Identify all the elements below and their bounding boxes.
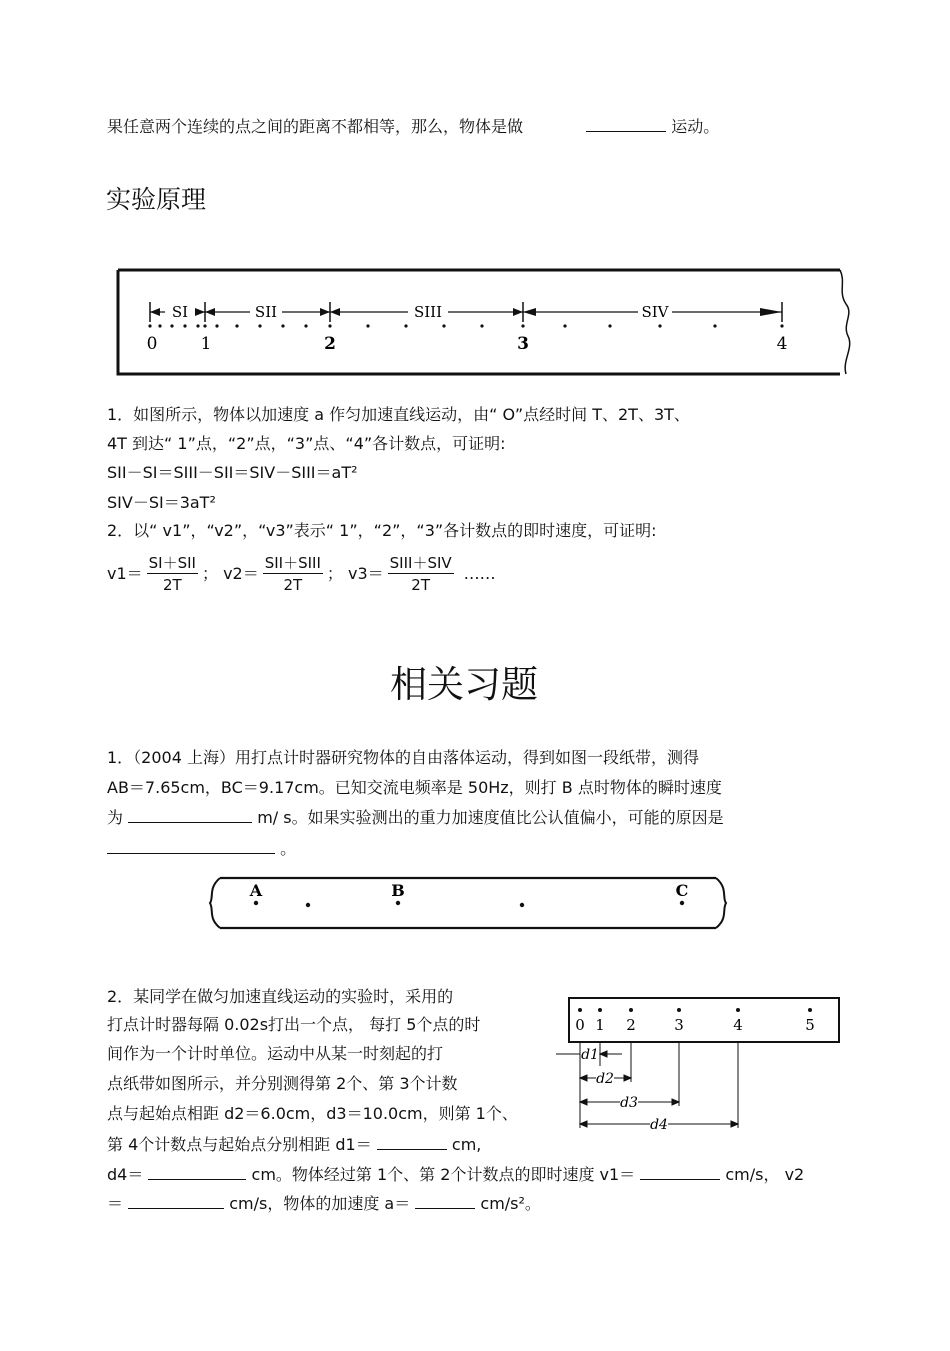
q2-line8	[107, 1192, 541, 1214]
q2-line6-prefix: 第 4个计数点与起始点分别相距 d1＝	[107, 1135, 372, 1154]
answer-blank[interactable]	[586, 115, 666, 132]
q1-line4	[107, 837, 296, 859]
d1-blank[interactable]	[377, 1133, 447, 1150]
count-label-3: 3	[674, 1016, 684, 1034]
ellipsis: ……	[463, 564, 496, 583]
v1-fraction	[147, 554, 198, 594]
principle-p1-line1: 1．如图所示，物体以加速度 a 作匀加速直线运动，由“ O”点经时间 T、2T、3T、	[107, 405, 690, 424]
q2-line8-middle: cm/s，物体的加速度 a＝	[229, 1194, 411, 1213]
v2-denominator: 2T	[283, 576, 303, 594]
equation-1: SII－SI＝SIII－SII＝SIV－SIII＝aT²	[107, 463, 358, 482]
point-label-b: B	[391, 881, 405, 900]
acceleration-blank[interactable]	[415, 1192, 475, 1209]
v1-denominator: 2T	[162, 576, 182, 594]
tape-rect	[569, 998, 839, 1042]
segment-label-s2: SII	[254, 303, 278, 321]
q2-line2: 打点计时器每隔 0.02s打出一个点， 每打 5个点的时	[107, 1015, 481, 1034]
equation-2: SIV－SI＝3aT²	[107, 493, 216, 512]
tape-torn-edge	[840, 270, 850, 374]
q2-line7-suffix: cm/s， v2	[725, 1165, 805, 1184]
v3-denominator: 2T	[411, 576, 431, 594]
q2-line8-prefix: ＝	[107, 1194, 124, 1213]
q2-line8-suffix: cm/s²。	[480, 1194, 541, 1213]
point-label-c: C	[675, 881, 689, 900]
q1-line3-prefix: 为	[107, 808, 124, 827]
count-label-4: 4	[776, 334, 788, 354]
count-label-2: 2	[324, 334, 336, 354]
v2-blank[interactable]	[128, 1192, 224, 1209]
count-label-5: 5	[805, 1016, 815, 1034]
q2-tape-diagram	[556, 994, 846, 1132]
section-heading-principle: 实验原理	[106, 185, 207, 214]
q2-line7-middle: cm。物体经过第 1个、第 2个计数点的即时速度 v1＝	[251, 1165, 636, 1184]
q1-velocity-blank[interactable]	[128, 806, 252, 823]
tape-left-edge	[210, 878, 220, 928]
count-label-0: 0	[146, 334, 158, 354]
q2-line7	[107, 1163, 804, 1185]
q1-tape-diagram	[208, 872, 738, 934]
dist-label-d3: d3	[620, 1095, 638, 1111]
section-heading-exercises: 相关习题	[390, 663, 538, 706]
q1-line3-suffix: m/ s。如果实验测出的重力加速度值比公认值偏小，可能的原因是	[257, 808, 724, 827]
q2-tape-dots	[578, 1008, 812, 1012]
dist-label-d2: d2	[596, 1071, 614, 1087]
intro-line	[107, 115, 719, 137]
v1-numerator: SI＋SII	[148, 554, 196, 572]
d4-blank[interactable]	[148, 1163, 246, 1180]
v3-numerator: SIII＋SIV	[389, 554, 452, 572]
v2-label: ； v2＝	[201, 564, 259, 583]
q1-tape-dots	[254, 901, 684, 907]
velocity-formulas	[107, 554, 496, 594]
v2-numerator: SII＋SIII	[264, 554, 321, 572]
principle-p1-line2: 4T 到达“ 1”点，“2”点，“3”点、“4”各计数点，可证明:	[107, 434, 506, 453]
q2-line4: 点纸带如图所示，并分别测得第 2个、第 3个计数	[107, 1074, 458, 1093]
count-label-3: 3	[517, 334, 529, 354]
tape-dots	[148, 324, 783, 327]
q2-line3: 间作为一个计时单位。运动中从某一时刻起的打	[107, 1044, 444, 1063]
segment-label-s4: SIV	[641, 303, 669, 321]
q2-d4-label: d4＝	[107, 1165, 144, 1184]
segment-label-s3: SIII	[413, 303, 443, 321]
v3-label: ； v3＝	[326, 564, 384, 583]
count-label-1: 1	[595, 1016, 605, 1034]
count-label-4: 4	[733, 1016, 743, 1034]
q2-line5: 点与起始点相距 d2＝6.0cm，d3＝10.0cm，则第 1个、	[107, 1104, 518, 1123]
count-label-0: 0	[575, 1016, 585, 1034]
q1-line2: AB＝7.65cm，BC＝9.17cm。已知交流电频率是 50Hz，则打 B 点时物体的瞬时速度	[107, 778, 722, 797]
v1-blank[interactable]	[640, 1163, 720, 1180]
point-label-a: A	[249, 881, 263, 900]
q2-line6	[107, 1133, 481, 1155]
dimension-arrows	[580, 1051, 738, 1127]
segment-label-s1: SI	[171, 303, 189, 321]
tape-border	[118, 270, 840, 374]
count-label-1: 1	[200, 334, 212, 354]
v2-fraction	[263, 554, 323, 594]
v3-fraction	[388, 554, 454, 594]
count-label-2: 2	[626, 1016, 636, 1034]
q1-line3	[107, 806, 724, 828]
q2-line1: 2．某同学在做匀加速直线运动的实验时，采用的	[107, 987, 454, 1006]
q2-line6-suffix: cm,	[451, 1135, 482, 1154]
intro-text: 果任意两个连续的点之间的距离不都相等，那么，物体是做	[107, 117, 524, 136]
q1-line4-suffix: 。	[280, 839, 297, 858]
dist-label-d4: d4	[650, 1117, 668, 1132]
v1-label: v1＝	[107, 564, 143, 583]
q1-reason-blank[interactable]	[107, 837, 275, 854]
intro-suffix: 运动。	[671, 117, 720, 136]
q1-line1: 1．（2004 上海）用打点计时器研究物体的自由落体运动，得到如图一段纸带，测得	[107, 748, 699, 767]
dist-label-d1: d1	[581, 1047, 599, 1063]
ticker-tape-diagram	[110, 262, 880, 384]
tape-right-edge	[716, 878, 726, 928]
principle-p2-line: 2．以“ v1”，“v2”，“v3”表示“ 1”，“2”，“3”各计数点的即时速度，可证明:	[107, 521, 657, 540]
